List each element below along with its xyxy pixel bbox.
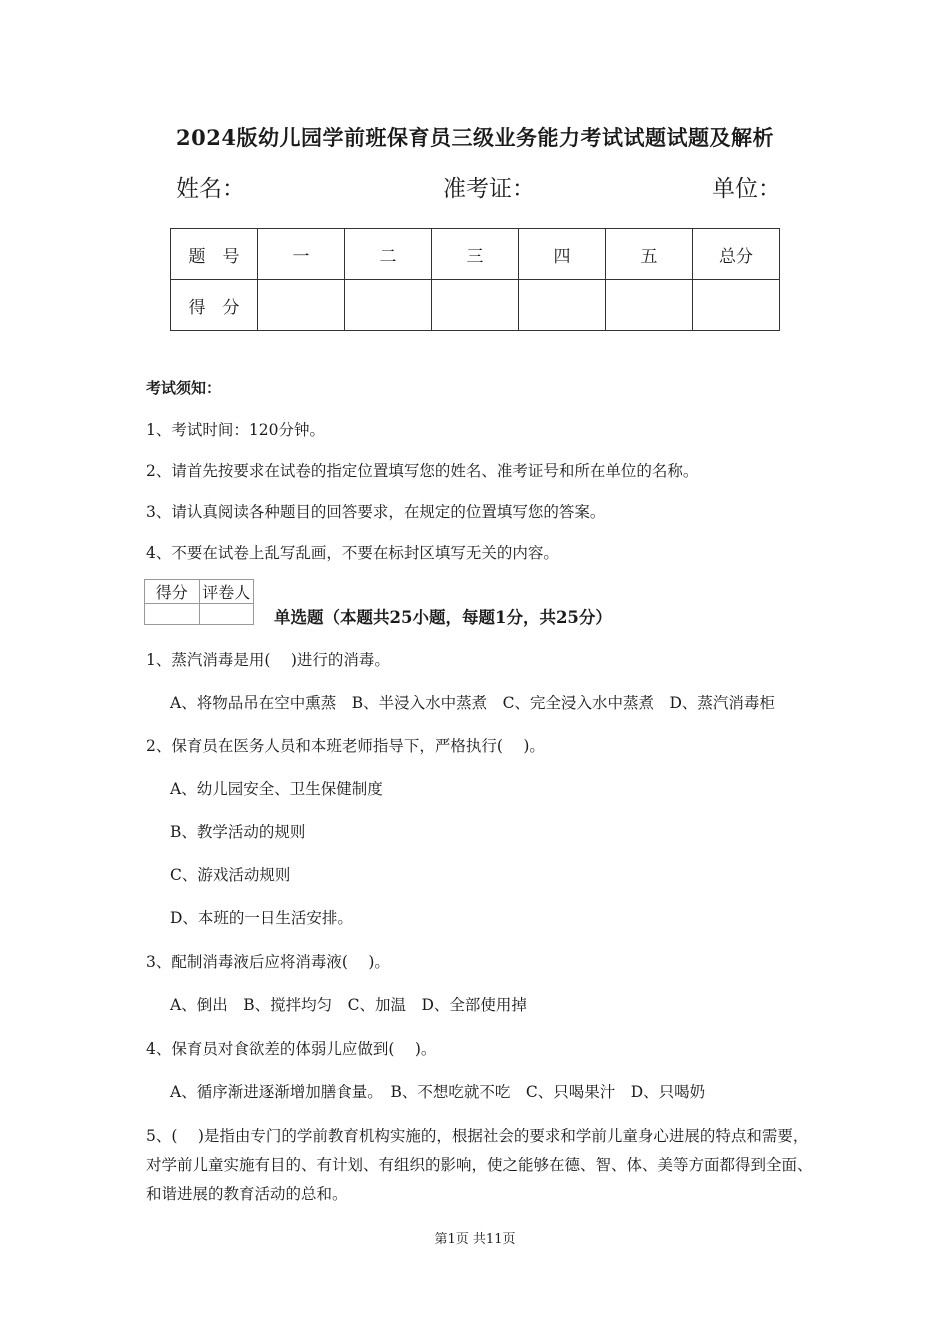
score-table — [170, 228, 780, 331]
grader-name-cell[interactable] — [199, 604, 254, 625]
grader-box — [144, 579, 254, 625]
notice-title: 考试须知： — [146, 379, 222, 397]
score-header-cell: 五 — [606, 229, 693, 280]
score-table-score-row — [171, 280, 780, 331]
score-header-cell: 二 — [345, 229, 432, 280]
question-2-option-d: D、本班的一日生活安排。 — [170, 909, 353, 927]
score-header-cell: 四 — [519, 229, 606, 280]
score-cell[interactable] — [432, 280, 519, 331]
score-header-cell: 一 — [258, 229, 345, 280]
question-5: 5、( )是指由专门的学前教育机构实施的，根据社会的要求和学前儿童身心进展的特点和需要，对学前儿童实施有目的、有计划、有组织的影响，使之能够在德、智、体、美等方面都得到全面、和谐进展的教育活动的总和。 — [146, 1127, 813, 1203]
page-title: 2024版幼儿园学前班保育员三级业务能力考试试题试题及解析 — [176, 125, 774, 150]
score-cell[interactable] — [519, 280, 606, 331]
score-header-cell: 总分 — [693, 229, 780, 280]
grader-score-label: 得分 — [145, 580, 200, 604]
score-cell[interactable] — [258, 280, 345, 331]
page-footer: 第1页 共11页 — [434, 1232, 516, 1247]
score-cell[interactable] — [345, 280, 432, 331]
score-cell[interactable] — [606, 280, 693, 331]
grader-score-cell[interactable] — [145, 604, 200, 625]
question-3-options: A、倒出 B、搅拌均匀 C、加温 D、全部使用掉 — [170, 996, 527, 1014]
question-2-option-c: C、游戏活动规则 — [170, 866, 291, 884]
question-4: 4、保育员对食欲差的体弱儿应做到( )。 — [146, 1040, 437, 1058]
name-label: 姓名： — [176, 176, 245, 202]
question-1: 1、蒸汽消毒是用( )进行的消毒。 — [146, 651, 390, 669]
exam-id-label: 准考证： — [443, 176, 535, 202]
section-title: 单选题（本题共25小题，每题1分，共25分） — [274, 608, 612, 627]
question-1-options: A、将物品吊在空中熏蒸 B、半浸入水中蒸煮 C、完全浸入水中蒸煮 D、蒸汽消毒柜 — [170, 694, 775, 712]
notice-item: 2、请首先按要求在试卷的指定位置填写您的姓名、准考证号和所在单位的名称。 — [146, 462, 699, 480]
question-3: 3、配制消毒液后应将消毒液( )。 — [146, 953, 390, 971]
question-2-option-a: A、幼儿园安全、卫生保健制度 — [170, 780, 383, 798]
score-cell[interactable] — [693, 280, 780, 331]
question-2-option-b: B、教学活动的规则 — [170, 823, 306, 841]
score-table-header-row — [171, 229, 780, 280]
grader-name-label: 评卷人 — [199, 580, 254, 604]
score-header-cell: 三 — [432, 229, 519, 280]
notice-item: 3、请认真阅读各种题目的回答要求，在规定的位置填写您的答案。 — [146, 503, 606, 521]
question-2: 2、保育员在医务人员和本班老师指导下，严格执行( )。 — [146, 737, 545, 755]
unit-label: 单位： — [712, 176, 781, 202]
notice-item: 1、考试时间：120分钟。 — [146, 421, 325, 439]
score-header-cell: 题 号 — [171, 229, 258, 280]
notice-item: 4、不要在试卷上乱写乱画，不要在标封区填写无关的内容。 — [146, 544, 559, 562]
question-4-options: A、循序渐进逐渐增加膳食量。 B、不想吃就不吃 C、只喝果汁 D、只喝奶 — [170, 1083, 706, 1101]
score-row-label: 得 分 — [171, 280, 258, 331]
